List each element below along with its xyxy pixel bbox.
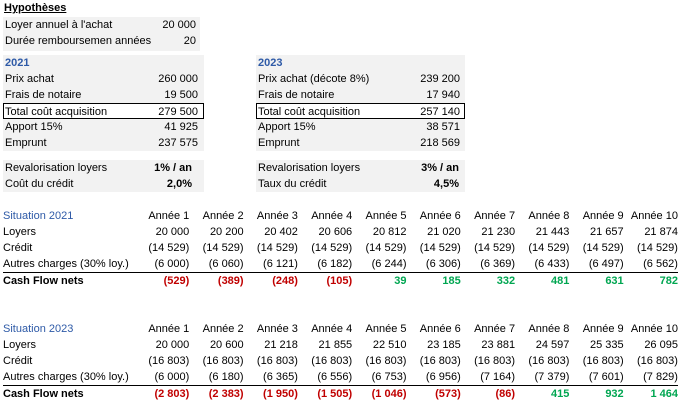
year-header: Année 2 — [189, 321, 243, 337]
year-header: Année 10 — [624, 208, 678, 224]
block-2023-params — [256, 160, 465, 192]
situation-2021-table — [3, 208, 678, 289]
cell: 39 — [352, 273, 406, 290]
b21-reval-value: 1% / an — [154, 160, 192, 176]
b23-reval-label: Revalorisation loyers — [258, 160, 360, 176]
cell: (2 803) — [135, 386, 189, 402]
hypotheses-title: Hypothèses — [4, 2, 66, 14]
b23-row — [256, 119, 465, 135]
cell: (16 803) — [515, 353, 569, 369]
cell: 21 218 — [244, 337, 298, 353]
row-label: Cash Flow nets — [3, 273, 135, 290]
table-row-credit — [3, 353, 678, 369]
cell: (6 180) — [189, 369, 243, 386]
year-header: Année 9 — [569, 208, 623, 224]
b23-value: 239 200 — [420, 71, 460, 87]
b23-reval-value: 3% / an — [421, 160, 459, 176]
cell: (6 365) — [244, 369, 298, 386]
b21-label: Total coût acquisition — [5, 104, 107, 118]
b21-reval-label: Revalorisation loyers — [5, 160, 107, 176]
year-header: Année 5 — [352, 321, 406, 337]
year-header: Année 10 — [624, 321, 678, 337]
row-label: Cash Flow nets — [3, 386, 135, 402]
cell: 185 — [406, 273, 460, 290]
table-header-row — [3, 208, 678, 224]
hyp-label: Durée remboursemen années — [5, 33, 151, 49]
block-2021-params — [3, 160, 204, 192]
situation-title: Situation 2023 — [3, 321, 135, 337]
cell: 782 — [624, 273, 678, 290]
cell: 24 597 — [515, 337, 569, 353]
cell: (16 803) — [352, 353, 406, 369]
cell: 23 185 — [406, 337, 460, 353]
b21-value: 19 500 — [164, 87, 198, 103]
b23-value: 257 140 — [420, 104, 460, 118]
year-header: Année 7 — [461, 208, 515, 224]
block-2023-year — [256, 55, 465, 71]
cell: (16 803) — [135, 353, 189, 369]
b21-value: 237 575 — [158, 135, 198, 151]
year-header: Année 3 — [244, 321, 298, 337]
cell: 20 000 — [135, 224, 189, 240]
cell: 20 606 — [298, 224, 352, 240]
cell: 932 — [569, 386, 623, 402]
b23-value: 17 940 — [426, 87, 460, 103]
cell: 20 000 — [135, 337, 189, 353]
cell: 21 855 — [298, 337, 352, 353]
cell: 21 020 — [406, 224, 460, 240]
cell: (6 562) — [624, 256, 678, 273]
b21-label: Apport 15% — [5, 119, 62, 135]
b23-reval-row — [256, 160, 465, 176]
hyp-value: 20 000 — [162, 17, 196, 33]
cell: (14 529) — [569, 240, 623, 256]
table-row-cashflow — [3, 273, 678, 290]
cell: (14 529) — [461, 240, 515, 256]
year-header: Année 6 — [406, 208, 460, 224]
cell: (7 601) — [569, 369, 623, 386]
row-label: Crédit — [3, 240, 135, 256]
b23-credit-value: 4,5% — [434, 176, 459, 192]
row-label: Autres charges (30% loy.) — [3, 369, 135, 386]
b21-credit-row — [3, 176, 204, 192]
cell: 26 095 — [624, 337, 678, 353]
cell: (1 046) — [352, 386, 406, 402]
cell: (86) — [461, 386, 515, 402]
hyp-label: Loyer annuel à l'achat — [5, 17, 112, 33]
b23-credit-row — [256, 176, 465, 192]
hyp-row-duree — [3, 33, 200, 49]
year-label: 2021 — [5, 55, 29, 71]
b23-row — [256, 135, 465, 151]
b21-row — [3, 71, 204, 87]
b23-label: Apport 15% — [258, 119, 315, 135]
year-header: Année 5 — [352, 208, 406, 224]
block-2023 — [256, 55, 465, 151]
b21-value: 279 500 — [158, 104, 198, 118]
hypotheses-box — [3, 17, 200, 51]
table-row-cashflow — [3, 386, 678, 402]
b21-row — [3, 87, 204, 103]
cell: 1 464 — [624, 386, 678, 402]
cell: 481 — [515, 273, 569, 290]
cell: 20 812 — [352, 224, 406, 240]
cell: (529) — [135, 273, 189, 290]
year-header: Année 4 — [298, 321, 352, 337]
b21-row — [3, 119, 204, 135]
cell: (14 529) — [298, 240, 352, 256]
cell: (14 529) — [244, 240, 298, 256]
b21-total-row — [3, 103, 204, 119]
row-label: Loyers — [3, 337, 135, 353]
year-header: Année 8 — [515, 321, 569, 337]
cell: (14 529) — [515, 240, 569, 256]
year-label: 2023 — [258, 55, 282, 71]
cell: (2 383) — [189, 386, 243, 402]
row-label: Loyers — [3, 224, 135, 240]
b23-label: Prix achat (décote 8%) — [258, 71, 369, 87]
cell: (6 369) — [461, 256, 515, 273]
cell: (14 529) — [624, 240, 678, 256]
year-header: Année 7 — [461, 321, 515, 337]
cell: 25 335 — [569, 337, 623, 353]
year-header: Année 9 — [569, 321, 623, 337]
cell: (6 060) — [189, 256, 243, 273]
cell: (14 529) — [189, 240, 243, 256]
cell: (7 379) — [515, 369, 569, 386]
hyp-value: 20 — [184, 33, 196, 49]
b21-row — [3, 135, 204, 151]
year-header: Année 3 — [244, 208, 298, 224]
hyp-row-loyer — [3, 17, 200, 33]
row-label: Autres charges (30% loy.) — [3, 256, 135, 273]
b21-reval-row — [3, 160, 204, 176]
cell: (105) — [298, 273, 352, 290]
row-label: Crédit — [3, 353, 135, 369]
year-header: Année 4 — [298, 208, 352, 224]
cell: (1 505) — [298, 386, 352, 402]
cell: (16 803) — [298, 353, 352, 369]
cell: (6 000) — [135, 256, 189, 273]
cell: (6 306) — [406, 256, 460, 273]
b23-total-row — [256, 103, 465, 119]
cell: (16 803) — [406, 353, 460, 369]
block-2021 — [3, 55, 204, 151]
table-row-loyers — [3, 337, 678, 353]
table-row-autres — [3, 369, 678, 386]
cell: 21 230 — [461, 224, 515, 240]
b23-label: Total coût acquisition — [258, 104, 360, 118]
cell: (16 803) — [461, 353, 515, 369]
cell: 20 402 — [244, 224, 298, 240]
cell: (6 753) — [352, 369, 406, 386]
cell: 631 — [569, 273, 623, 290]
block-2021-year — [3, 55, 204, 71]
b21-credit-value: 2,0% — [167, 176, 192, 192]
cell: (6 000) — [135, 369, 189, 386]
b21-value: 260 000 — [158, 71, 198, 87]
cell: (16 803) — [569, 353, 623, 369]
cell: 21 443 — [515, 224, 569, 240]
cell: 20 200 — [189, 224, 243, 240]
b21-value: 41 925 — [164, 119, 198, 135]
b23-row — [256, 71, 465, 87]
cell: (573) — [406, 386, 460, 402]
cell: 23 881 — [461, 337, 515, 353]
cell: (6 182) — [298, 256, 352, 273]
b21-label: Prix achat — [5, 71, 54, 87]
cell: (16 803) — [244, 353, 298, 369]
cell: (389) — [189, 273, 243, 290]
cell: 22 510 — [352, 337, 406, 353]
cell: (14 529) — [352, 240, 406, 256]
year-header: Année 6 — [406, 321, 460, 337]
cell: 20 600 — [189, 337, 243, 353]
b23-label: Frais de notaire — [258, 87, 334, 103]
cell: (16 803) — [624, 353, 678, 369]
b21-credit-label: Coût du crédit — [5, 176, 73, 192]
table-row-credit — [3, 240, 678, 256]
cell: 332 — [461, 273, 515, 290]
cell: (6 956) — [406, 369, 460, 386]
table-row-loyers — [3, 224, 678, 240]
cell: (6 121) — [244, 256, 298, 273]
year-header: Année 1 — [135, 321, 189, 337]
year-header: Année 1 — [135, 208, 189, 224]
cell: (6 244) — [352, 256, 406, 273]
cell: (6 556) — [298, 369, 352, 386]
situation-2023-table — [3, 321, 678, 402]
b23-row — [256, 87, 465, 103]
b21-label: Frais de notaire — [5, 87, 81, 103]
table-row-autres — [3, 256, 678, 273]
situation-title: Situation 2021 — [3, 208, 135, 224]
table-header-row — [3, 321, 678, 337]
cell: 415 — [515, 386, 569, 402]
year-header: Année 2 — [189, 208, 243, 224]
cell: (6 433) — [515, 256, 569, 273]
b23-value: 38 571 — [426, 119, 460, 135]
cell: (248) — [244, 273, 298, 290]
b21-label: Emprunt — [5, 135, 47, 151]
cell: 21 874 — [624, 224, 678, 240]
cell: (16 803) — [189, 353, 243, 369]
cell: (6 497) — [569, 256, 623, 273]
b23-label: Emprunt — [258, 135, 300, 151]
b23-credit-label: Taux du crédit — [258, 176, 326, 192]
year-header: Année 8 — [515, 208, 569, 224]
cell: (14 529) — [135, 240, 189, 256]
cell: (7 164) — [461, 369, 515, 386]
cell: (14 529) — [406, 240, 460, 256]
cell: 21 657 — [569, 224, 623, 240]
b23-value: 218 569 — [420, 135, 460, 151]
cell: (1 950) — [244, 386, 298, 402]
cell: (7 829) — [624, 369, 678, 386]
